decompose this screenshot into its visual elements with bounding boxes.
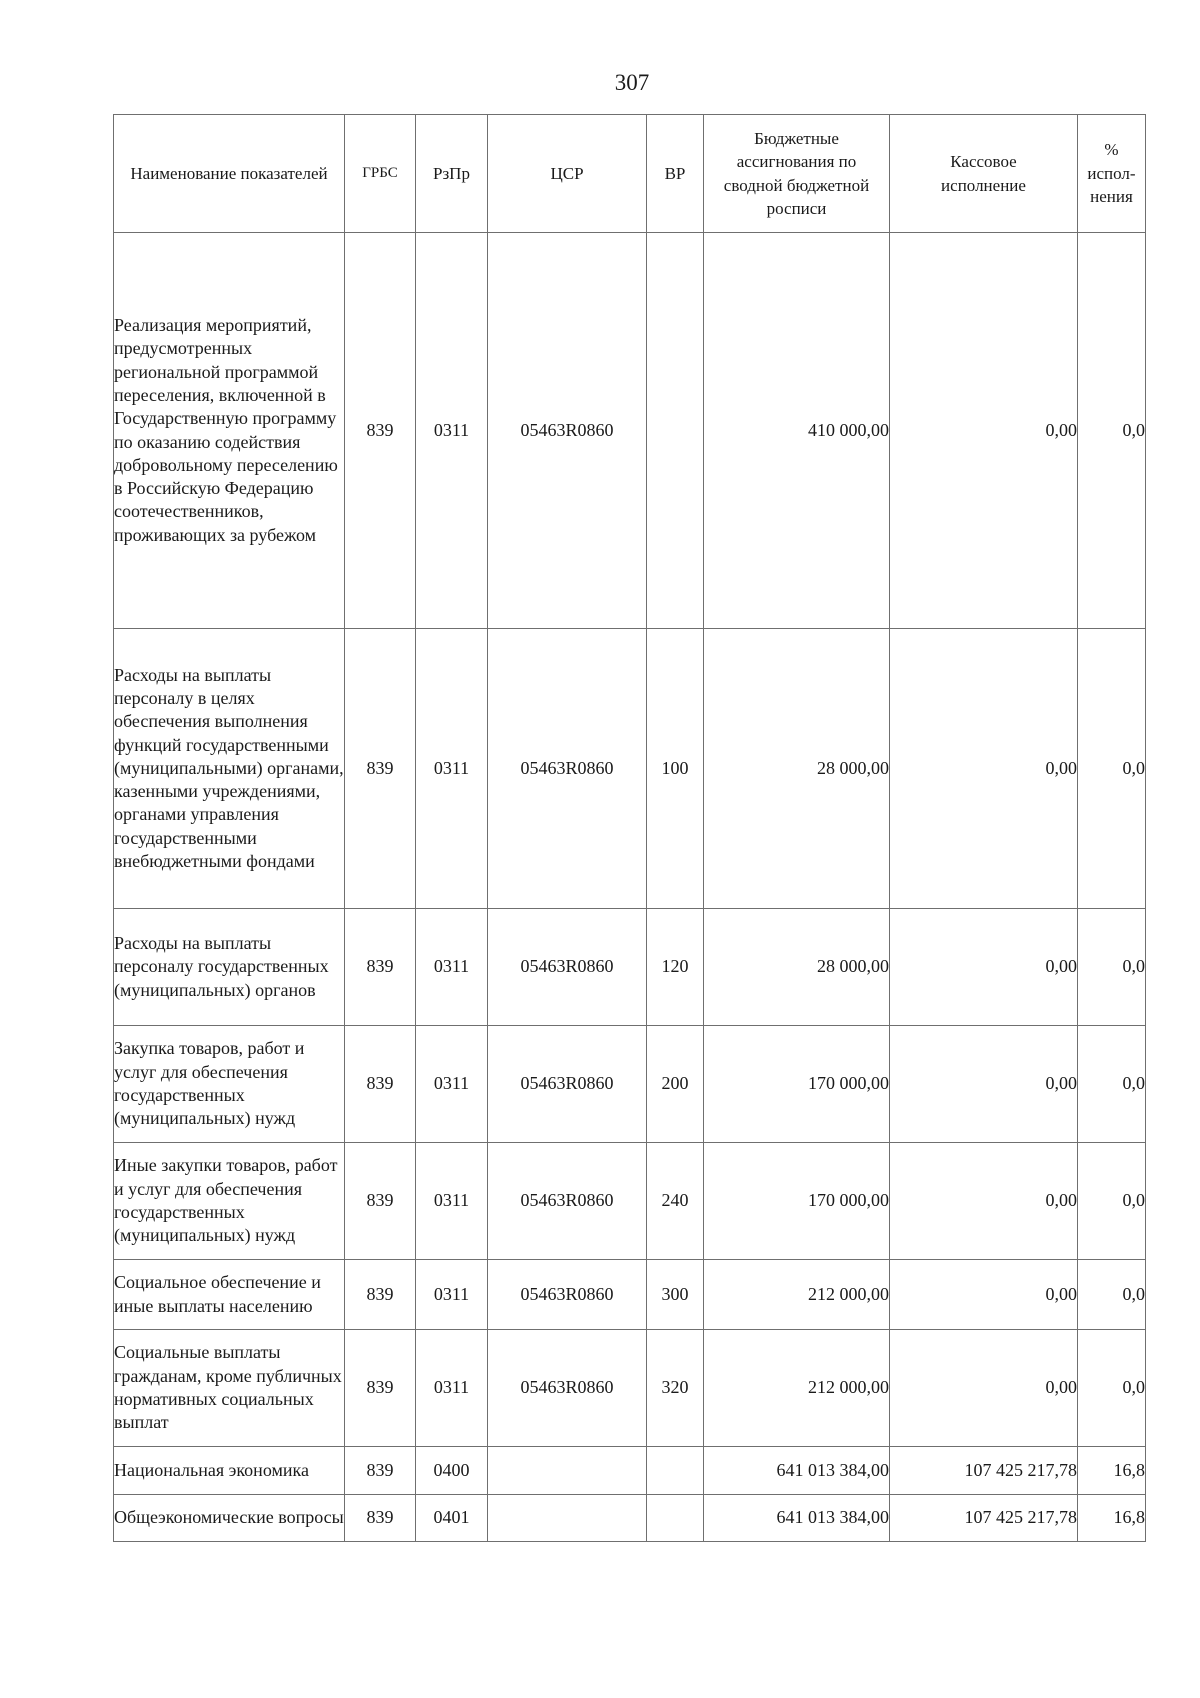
header-rzpr: РзПр	[416, 115, 488, 233]
cell-cash: 0,00	[890, 909, 1078, 1026]
table-row	[114, 629, 1146, 909]
cell-vr	[647, 1447, 704, 1495]
cell-cash: 0,00	[890, 1330, 1078, 1447]
cell-name: Национальная экономика	[114, 1447, 345, 1495]
cell-csr: 05463R0860	[488, 1143, 647, 1260]
cell-pct: 0,0	[1078, 629, 1146, 909]
header-csr: ЦСР	[488, 115, 647, 233]
cell-rzpr: 0401	[416, 1495, 488, 1542]
cell-name: Социальные выплаты гражданам, кроме публичных нормативных социальных выплат	[114, 1330, 345, 1447]
cell-rzpr: 0311	[416, 1330, 488, 1447]
cell-budget: 641 013 384,00	[704, 1495, 890, 1542]
header-name: Наименование показателей	[114, 115, 345, 233]
header-vr: ВР	[647, 115, 704, 233]
header-pct: % испол-нения	[1078, 115, 1146, 233]
cell-csr: 05463R0860	[488, 1026, 647, 1143]
cell-name: Расходы на выплаты персоналу в целях обеспечения выполнения функций государственными (муниципальными) органами, казенными учреждениями, органами управления государственными внебюджетными фондами	[114, 629, 345, 909]
cell-cash: 107 425 217,78	[890, 1447, 1078, 1495]
cell-csr: 05463R0860	[488, 1330, 647, 1447]
cell-vr: 100	[647, 629, 704, 909]
cell-budget: 170 000,00	[704, 1143, 890, 1260]
cell-budget: 212 000,00	[704, 1260, 890, 1330]
cell-grbs: 839	[345, 233, 416, 629]
table-row	[114, 1447, 1146, 1495]
cell-budget: 170 000,00	[704, 1026, 890, 1143]
cell-grbs: 839	[345, 1143, 416, 1260]
cell-budget: 641 013 384,00	[704, 1447, 890, 1495]
header-row	[114, 115, 1146, 233]
table-row	[114, 233, 1146, 629]
cell-pct: 0,0	[1078, 909, 1146, 1026]
cell-cash: 0,00	[890, 233, 1078, 629]
cell-grbs: 839	[345, 1026, 416, 1143]
cell-budget: 212 000,00	[704, 1330, 890, 1447]
cell-rzpr: 0311	[416, 1260, 488, 1330]
table-row	[114, 1143, 1146, 1260]
cell-name: Расходы на выплаты персоналу государственных (муниципальных) органов	[114, 909, 345, 1026]
cell-cash: 0,00	[890, 629, 1078, 909]
cell-vr: 240	[647, 1143, 704, 1260]
cell-name: Закупка товаров, работ и услуг для обеспечения государственных (муниципальных) нужд	[114, 1026, 345, 1143]
cell-grbs: 839	[345, 1260, 416, 1330]
cell-pct: 0,0	[1078, 1330, 1146, 1447]
cell-csr: 05463R0860	[488, 233, 647, 629]
cell-vr: 300	[647, 1260, 704, 1330]
cell-budget: 28 000,00	[704, 629, 890, 909]
cell-grbs: 839	[345, 1495, 416, 1542]
cell-cash: 0,00	[890, 1260, 1078, 1330]
cell-csr: 05463R0860	[488, 909, 647, 1026]
cell-grbs: 839	[345, 909, 416, 1026]
table-row	[114, 1495, 1146, 1542]
cell-grbs: 839	[345, 1447, 416, 1495]
cell-name: Общеэкономические вопросы	[114, 1495, 345, 1542]
cell-vr	[647, 1495, 704, 1542]
cell-pct: 16,8	[1078, 1495, 1146, 1542]
page-number: 307	[614, 70, 650, 95]
table-row	[114, 1330, 1146, 1447]
header-cash: Кассовое исполнение	[890, 115, 1078, 233]
cell-pct: 0,0	[1078, 233, 1146, 629]
cell-budget: 410 000,00	[704, 233, 890, 629]
cell-vr: 120	[647, 909, 704, 1026]
header-budget: Бюджетные ассигнования по сводной бюджетной росписи	[704, 115, 890, 233]
cell-cash: 0,00	[890, 1026, 1078, 1143]
cell-pct: 0,0	[1078, 1143, 1146, 1260]
cell-rzpr: 0400	[416, 1447, 488, 1495]
cell-csr	[488, 1447, 647, 1495]
table-row	[114, 1260, 1146, 1330]
cell-grbs: 839	[345, 1330, 416, 1447]
cell-grbs: 839	[345, 629, 416, 909]
cell-rzpr: 0311	[416, 629, 488, 909]
cell-csr	[488, 1495, 647, 1542]
cell-pct: 0,0	[1078, 1260, 1146, 1330]
cell-rzpr: 0311	[416, 233, 488, 629]
cell-pct: 0,0	[1078, 1026, 1146, 1143]
cell-csr: 05463R0860	[488, 1260, 647, 1330]
cell-vr: 200	[647, 1026, 704, 1143]
cell-name: Социальное обеспечение и иные выплаты населению	[114, 1260, 345, 1330]
cell-rzpr: 0311	[416, 909, 488, 1026]
cell-budget: 28 000,00	[704, 909, 890, 1026]
cell-name: Реализация мероприятий, предусмотренных региональной программой переселения, включенной в Государственную программу по оказанию содействия добровольному переселению в Российскую Федерацию соотечественников, проживающих за рубежом	[114, 233, 345, 629]
cell-vr: 320	[647, 1330, 704, 1447]
table-row	[114, 1026, 1146, 1143]
cell-csr: 05463R0860	[488, 629, 647, 909]
budget-execution-table	[113, 114, 1146, 1542]
cell-cash: 107 425 217,78	[890, 1495, 1078, 1542]
table-row	[114, 909, 1146, 1026]
cell-name: Иные закупки товаров, работ и услуг для обеспечения государственных (муниципальных) нужд	[114, 1143, 345, 1260]
cell-vr	[647, 233, 704, 629]
header-grbs: ГРБС	[345, 115, 416, 233]
cell-rzpr: 0311	[416, 1026, 488, 1143]
cell-pct: 16,8	[1078, 1447, 1146, 1495]
cell-rzpr: 0311	[416, 1143, 488, 1260]
cell-cash: 0,00	[890, 1143, 1078, 1260]
